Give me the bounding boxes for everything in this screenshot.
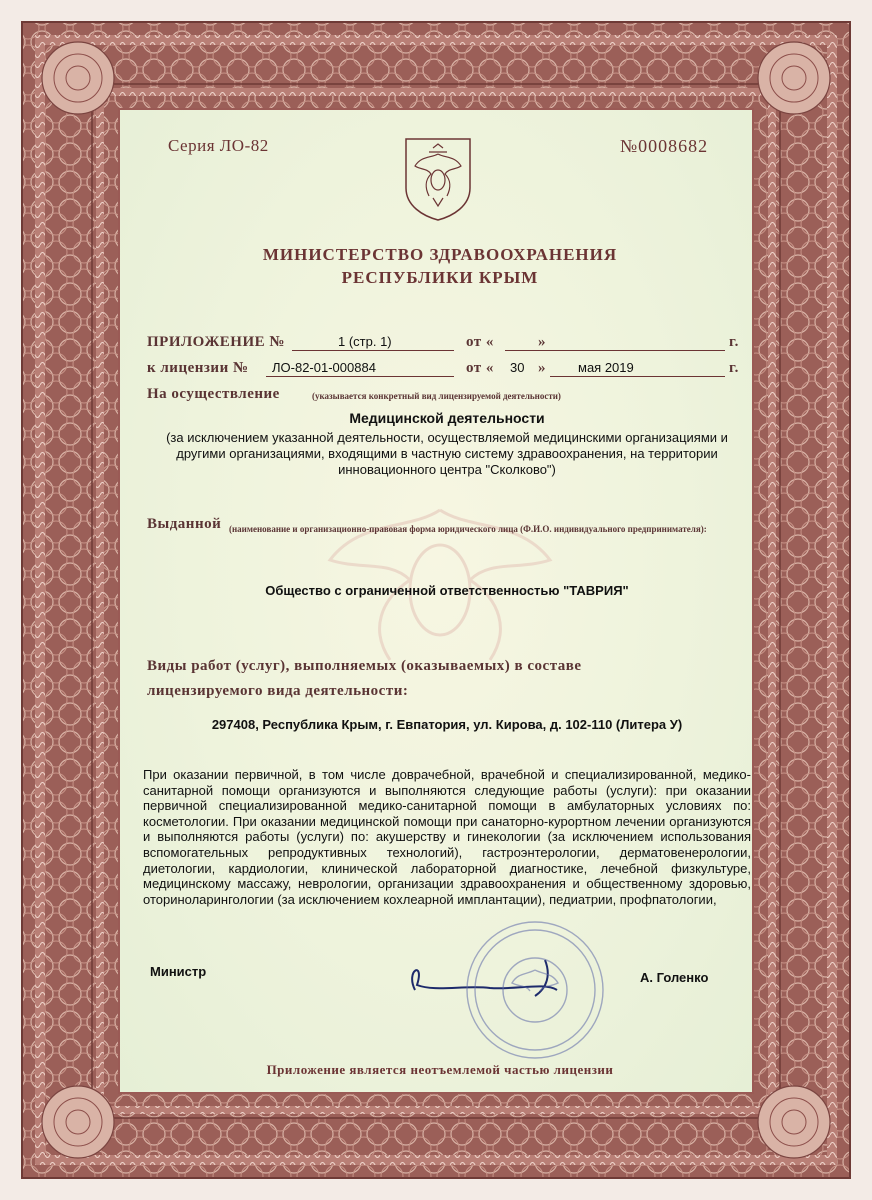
signer-role: Министр	[150, 964, 207, 979]
document-number: №0008682	[620, 136, 709, 156]
ministry-name-line1: МИНИСТЕРСТВО ЗДРАВООХРАНЕНИЯ	[262, 245, 618, 264]
appendix-label: ПРИЛОЖЕНИЕ №	[147, 334, 285, 350]
license-month-year: мая 2019	[578, 360, 634, 375]
activity-title: Медицинской деятельности	[349, 410, 545, 426]
license-date-open: от «	[466, 360, 494, 376]
series-label: Серия ЛО-82	[168, 136, 269, 155]
organization-name: Общество с ограниченной ответственностью "ТАВРИЯ"	[265, 583, 629, 598]
works-label-line1: Виды работ (услуг), выполняемых (оказываемых) в составе	[147, 658, 582, 674]
works-label-line2: лицензируемого вида деятельности:	[147, 683, 409, 699]
watermark-eagle-icon	[300, 470, 580, 670]
appendix-year-suffix: г.	[729, 334, 739, 350]
license-label: к лицензии №	[147, 360, 249, 376]
coat-of-arms-icon	[403, 136, 473, 222]
address: 297408, Республика Крым, г. Евпатория, ул. Кирова, д. 102-110 (Литера У)	[211, 717, 683, 732]
appendix-date-close: »	[538, 334, 546, 350]
license-year-suffix: г.	[729, 360, 739, 376]
works-description: При оказании первичной, в том числе доврачебной, врачебной и специализированной, медико-санитарной помощи организуются и выполняются следующие работы (услуги): при оказании первичной специализированной медико-санитарной помощи в амбулаторных условиях по: косметологии. При оказании медицинской помощи при санаторно-курортном лечении организуются и выполняются работы (услуги) по: акушерству и гинекологии (за исключением использования вспомогательных репродуктивных технологий), гастроэнтерологии, дерматовенерологии, диетологии, кардиологии, клинической лабораторной диагностике, лечебной физкультуре, медицинскому массажу, неврологии, организации здравоохранения и общественному здоровью, оториноларингологии (за исключением кохлеарной имплантации), педиатрии, профпатологии,	[143, 767, 751, 907]
issued-hint: (наименование и организационно-правовая форма юридического лица (Ф.И.О. индивидуального предпринимателя):	[229, 524, 707, 534]
signer-name: А. Голенко	[640, 970, 709, 985]
issued-label: Выданной	[147, 516, 222, 532]
appendix-date-open: от «	[466, 334, 494, 350]
license-date-close: »	[538, 360, 546, 376]
license-date-day: 30	[510, 360, 525, 375]
official-seal-icon	[450, 915, 620, 1065]
footer-note: Приложение является неотъемлемой частью лицензии	[266, 1062, 614, 1077]
activity-details: (за исключением указанной деятельности, осуществляемой медицинскими организациями и другими организациями, входящими в частную систему здравоохранения, на территории инновационного центра "Сколково")	[166, 430, 728, 477]
activity-hint: (указывается конкретный вид лицензируемой деятельности)	[312, 391, 561, 401]
ministry-name-line2: РЕСПУБЛИКИ КРЫМ	[341, 268, 539, 287]
activity-label: На осуществление	[147, 386, 280, 402]
appendix-number: 1 (стр. 1)	[338, 334, 392, 349]
license-number: ЛО-82-01-000884	[272, 360, 376, 375]
